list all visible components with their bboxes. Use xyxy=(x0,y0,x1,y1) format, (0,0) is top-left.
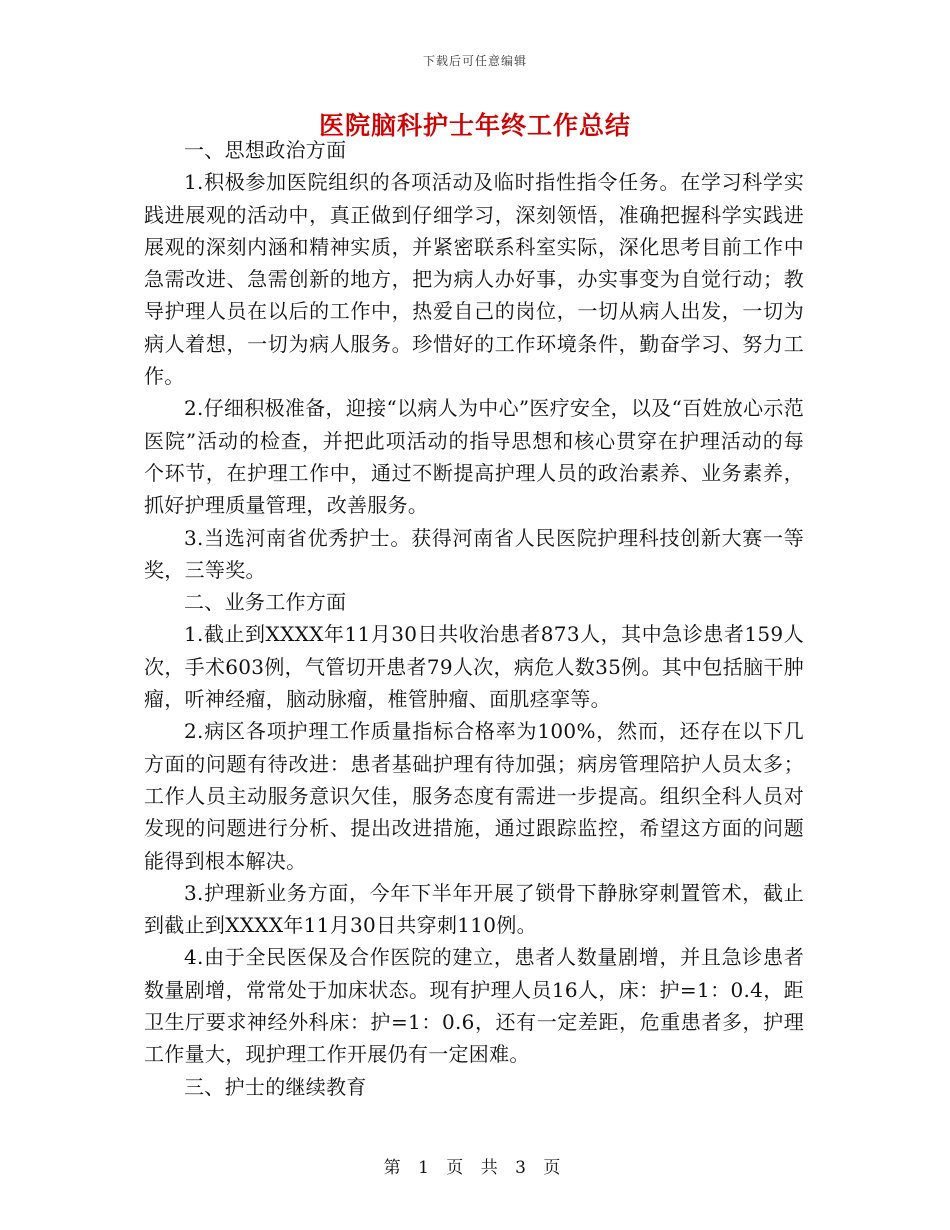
page-number: 第 1 页 共 3 页 xyxy=(383,1158,567,1178)
paragraph: 1.截止到XXXX年11月30日共收治患者873人，其中急诊患者159人次，手术603例，气管切开患者79人次，病危人数35例。其中包括脑干肿瘤，听神经瘤，脑动脉瘤，椎管肿瘤、面肌痉挛等。 xyxy=(144,622,804,712)
paragraph: 1.积极参加医院组织的各项活动及临时指性指令任务。在学习科学实践进展观的活动中，真正做到仔细学习，深刻领悟，准确把握科学实践进展观的深刻内涵和精神实质，并紧密联系科室实际，深化思考目前工作中急需改进、急需创新的地方，把为病人办好事，办实事变为自觉行动；教导护理人员在以后的工作中，热爱自己的岗位，一切从病人出发，一切为病人着想，一切为病人服务。珍惜好的工作环境条件，勤奋学习、努力工作。 xyxy=(144,170,804,389)
document-title: 医院脑科护士年终工作总结 xyxy=(318,111,631,140)
section-heading-1: 一、思想政治方面 xyxy=(184,138,347,162)
page-header: 下载后可任意编辑 xyxy=(422,54,527,68)
paragraph: 2.病区各项护理工作质量指标合格率为100%，然而，还存在以下几方面的问题有待改进：患者基础护理有待加强；病房管理陪护人员太多；工作人员主动服务意识欠佳，服务态度有需进一步提高。组织全科人员对发现的问题进行分析、提出改进措施，通过跟踪监控，希望这方面的问题能得到根本解决。 xyxy=(144,719,804,873)
paragraph: 2.仔细积极准备，迎接“以病人为中心”医疗安全，以及“百姓放心示范医院”活动的检查，并把此项活动的指导思想和核心贯穿在护理活动的每个环节，在护理工作中，通过不断提高护理人员的政治素养、业务素养，抓好护理质量管理，改善服务。 xyxy=(144,396,804,518)
section-heading-2: 二、业务工作方面 xyxy=(184,590,347,615)
paragraph: 4.由于全民医保及合作医院的建立，患者人数量剧增，并且急诊患者数量剧增，常常处于加床状态。现有护理人员16人，床：护=1：0.4，距卫生厅要求神经外科床：护=1：0.6，还有一定差距，危重患者多，护理工作量大，现护理工作开展仍有一定困难。 xyxy=(144,945,804,1067)
section-heading-3: 三、护士的继续教育 xyxy=(184,1074,367,1099)
paragraph: 3.护理新业务方面，今年下半年开展了锁骨下静脉穿刺置管术，截止到截止到XXXX年11月30日共穿刺110例。 xyxy=(144,880,804,938)
paragraph: 3.当选河南省优秀护士。获得河南省人民医院护理科技创新大赛一等奖，三等奖。 xyxy=(144,525,804,582)
document-body xyxy=(144,134,804,1103)
